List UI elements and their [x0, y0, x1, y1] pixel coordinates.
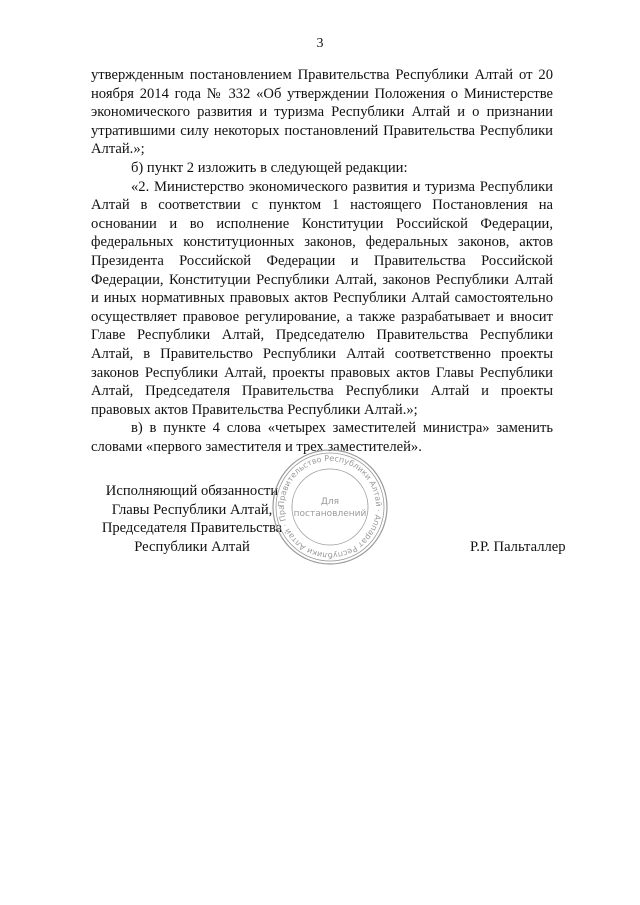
paragraph-4: в) в пункте 4 слова «четырех заместителей министра» заменить словами «первого заместителя и трех заместителей».	[91, 420, 553, 455]
paragraph-2: б) пункт 2 изложить в следующей редакции:	[131, 159, 408, 176]
stamp-center-line-1: Для	[320, 497, 340, 507]
signatory-title-line-2: Главы Республики Алтай,	[111, 501, 273, 518]
official-stamp	[270, 447, 390, 567]
stamp-seal-icon	[270, 447, 390, 567]
stamp-center-line-2: постановлений	[293, 509, 367, 519]
signatory-title-line-4: Республики Алтай	[134, 538, 250, 555]
signatory-title	[92, 482, 292, 556]
paragraph-3: «2. Министерство экономического развития и туризма Республики Алтай в соответствии с пунктом 1 настоящего Постановления на основании и во исполнение Конституции Российской Федерации, федеральных конституционных законов, федеральных законов, актов Президента Российской Федерации и Правительства Российской Федерации, Конституции Республики Алтай, законов Республики Алтай и иных нормативных правовых актов Республики Алтай самостоятельно осуществляет правовое регулирование, а также разрабатывает и вносит Главе Республики Алтай, Председателю Правительства Республики Алтай, в Правительство Республики Алтай соответственно проекты законов Республики Алтай, проекты правовых актов Главы Республики Алтай, Председателя Правительства Республики Алтай и проекты правовых актов Правительства Республики Алтай.»;	[91, 178, 553, 418]
paragraph-1: утвержденным постановлением Правительства Республики Алтай от 20 ноября 2014 года № 332 «Об утверждении Положения о Министерстве экономического развития и туризма Республики Алтай и о признании утратившими силу некоторых постановлений Правительства Республики Алтай.»;	[91, 67, 553, 158]
signatory-name: Р.Р. Пальталлер	[470, 539, 566, 555]
document-body	[91, 66, 553, 456]
stamp-ring-text: Правительство Республики Алтай · Аппарат Республики Алтай · Пра	[276, 453, 384, 561]
signatory-title-line-3: Председателя Правительства	[101, 520, 283, 537]
page-number: 3	[316, 36, 324, 51]
signatory-title-line-1: Исполняющий обязанности	[105, 483, 279, 499]
